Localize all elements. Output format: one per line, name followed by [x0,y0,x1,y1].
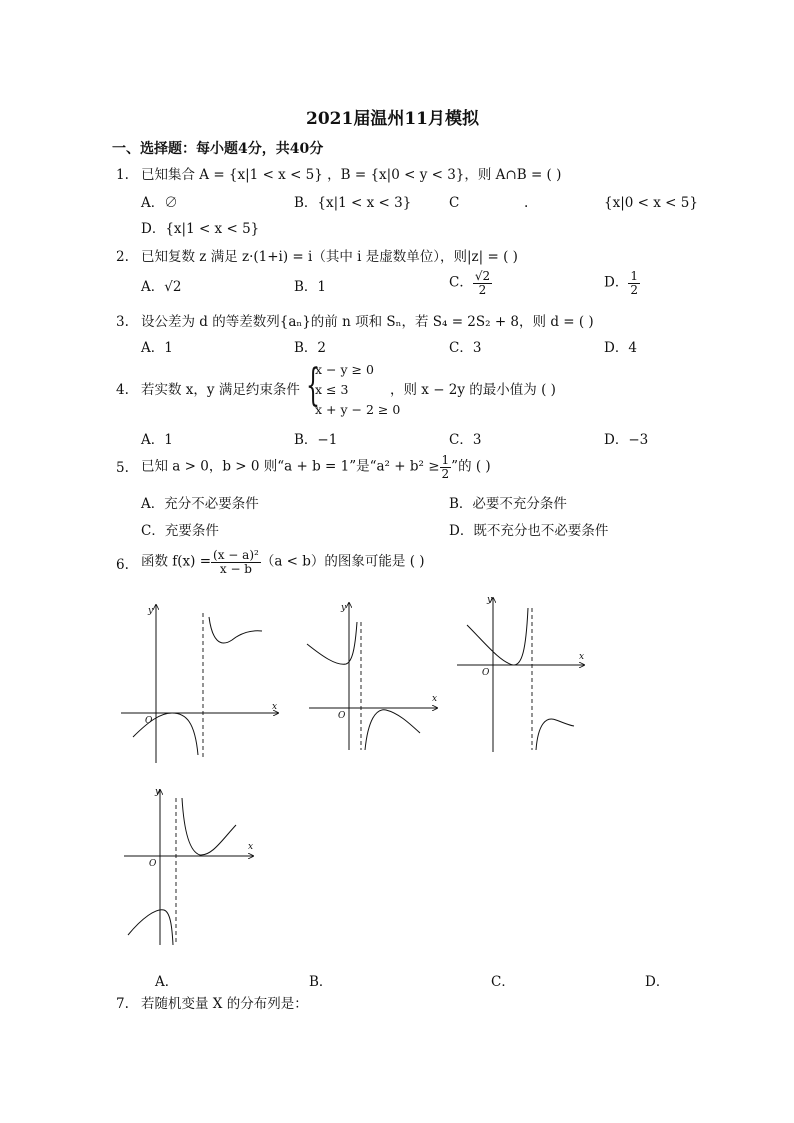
q3-option-c[interactable]: C．3 [449,340,482,356]
graph-c[interactable] [457,595,584,752]
q4-option-b[interactable]: B．−1 [294,432,338,448]
q1-option-a[interactable]: A．∅ [141,195,178,211]
q4-condition-3: x + y − 2 ≥ 0 [315,402,401,417]
q6-option-b[interactable]: B． [309,974,333,990]
q5-option-b[interactable]: B．必要不充分条件 [449,496,567,512]
graph-d-x-label: x [248,842,254,852]
graph-d-origin: O [149,859,157,869]
graph-c-x-label: x [579,652,585,662]
q2-number: 2. [116,249,129,265]
q1-option-d[interactable]: D．{x|1 < x < 5} [141,221,260,237]
q4-condition-2: x ≤ 3 [315,382,349,397]
q2-option-d-label: D． [604,274,629,291]
q3-stem: 设公差为 d 的等差数列{aₙ}的前 n 项和 Sₙ，若 S₄ = 2S₂ + 8，则 d = ( ) [141,314,594,330]
page-title: 2021届温州11月模拟 [306,109,479,129]
q1-option-c[interactable]: C [449,195,460,211]
q1-option-c-set: {x|0 < x < 5} [604,195,698,211]
graph-a-x-label: x [272,702,278,712]
q4-option-a[interactable]: A．1 [141,432,173,448]
q3-option-b[interactable]: B．2 [294,340,327,356]
q5-stem-post: ”的 ( ) [451,458,491,475]
q4-option-c[interactable]: C．3 [449,432,482,448]
graph-b-x-label: x [432,694,438,704]
q4-condition-1: x − y ≥ 0 [315,362,374,377]
q7-stem: 若随机变量 X 的分布列是： [141,996,308,1012]
q7-number: 7. [116,996,129,1012]
q1-option-b[interactable]: B．{x|1 < x < 3} [294,195,412,211]
graph-b[interactable] [307,603,437,750]
q4-stem-post: ，则 x − 2y 的最小值为 ( ) [390,382,556,398]
q6-option-d[interactable]: D． [645,974,670,990]
q2-option-a[interactable]: A．√2 [141,279,182,295]
q1-number: 1. [116,167,129,183]
q2-option-b[interactable]: B．1 [294,279,327,295]
graph-d-y-label: y [155,787,161,797]
section-heading: 一、选择题：每小题4分，共40分 [112,141,324,157]
q5-number: 5. [116,460,129,476]
q5-option-d[interactable]: D．既不充分也不必要条件 [449,523,609,539]
graph-b-origin: O [338,711,346,721]
q2-option-c-fraction: $\frac{√2}{2}$ [474,269,491,297]
q4-number: 4. [116,382,129,398]
q2-option-c-label: C． [449,274,473,291]
q5-fraction: $\frac{1}{2}$ [441,453,450,481]
graph-c-y-label: y [487,595,493,605]
q4-stem-pre: 若实数 x，y 满足约束条件 [141,382,300,398]
q5-option-a[interactable]: A．充分不必要条件 [141,496,259,512]
q3-option-a[interactable]: A．1 [141,340,173,356]
q6-number: 6. [116,557,129,573]
q5-option-c[interactable]: C．充要条件 [141,523,219,539]
q4-brace: { [306,360,320,411]
graph-b-y-label: y [341,603,347,613]
q3-option-d[interactable]: D．4 [604,340,637,356]
q3-number: 3. [116,314,129,330]
q2-stem: 已知复数 z 满足 z·(1+i) = i（其中 i 是虚数单位），则|z| = ( ) [141,249,518,265]
graph-a[interactable] [121,605,278,763]
graph-d[interactable] [124,787,253,945]
graph-a-y-label: y [148,606,154,616]
q6-fraction: $\frac{\text{(x − a)²}}{x - b}$ [213,548,259,576]
q6-stem-pre: 函数 f(x) = [141,553,212,570]
q2-option-d-fraction: $\frac{1}{2}$ [630,269,638,297]
q1-option-c-dot: . [524,195,529,211]
graph-a-origin: O [145,716,153,726]
q4-option-d[interactable]: D．−3 [604,432,649,448]
q5-stem-pre: 已知 a > 0，b > 0 则“a + b = 1”是“a² + b² ≥ [141,458,440,475]
q6-stem-post: （a < b）的图象可能是 ( ) [260,553,425,570]
q6-option-c[interactable]: C． [491,974,515,990]
q1-stem: 已知集合 A = {x|1 < x < 5} ，B = {x|0 < y < 3}，则 A∩B = ( ) [141,167,562,183]
q6-option-a[interactable]: A． [155,974,179,990]
graph-c-origin: O [482,668,490,678]
